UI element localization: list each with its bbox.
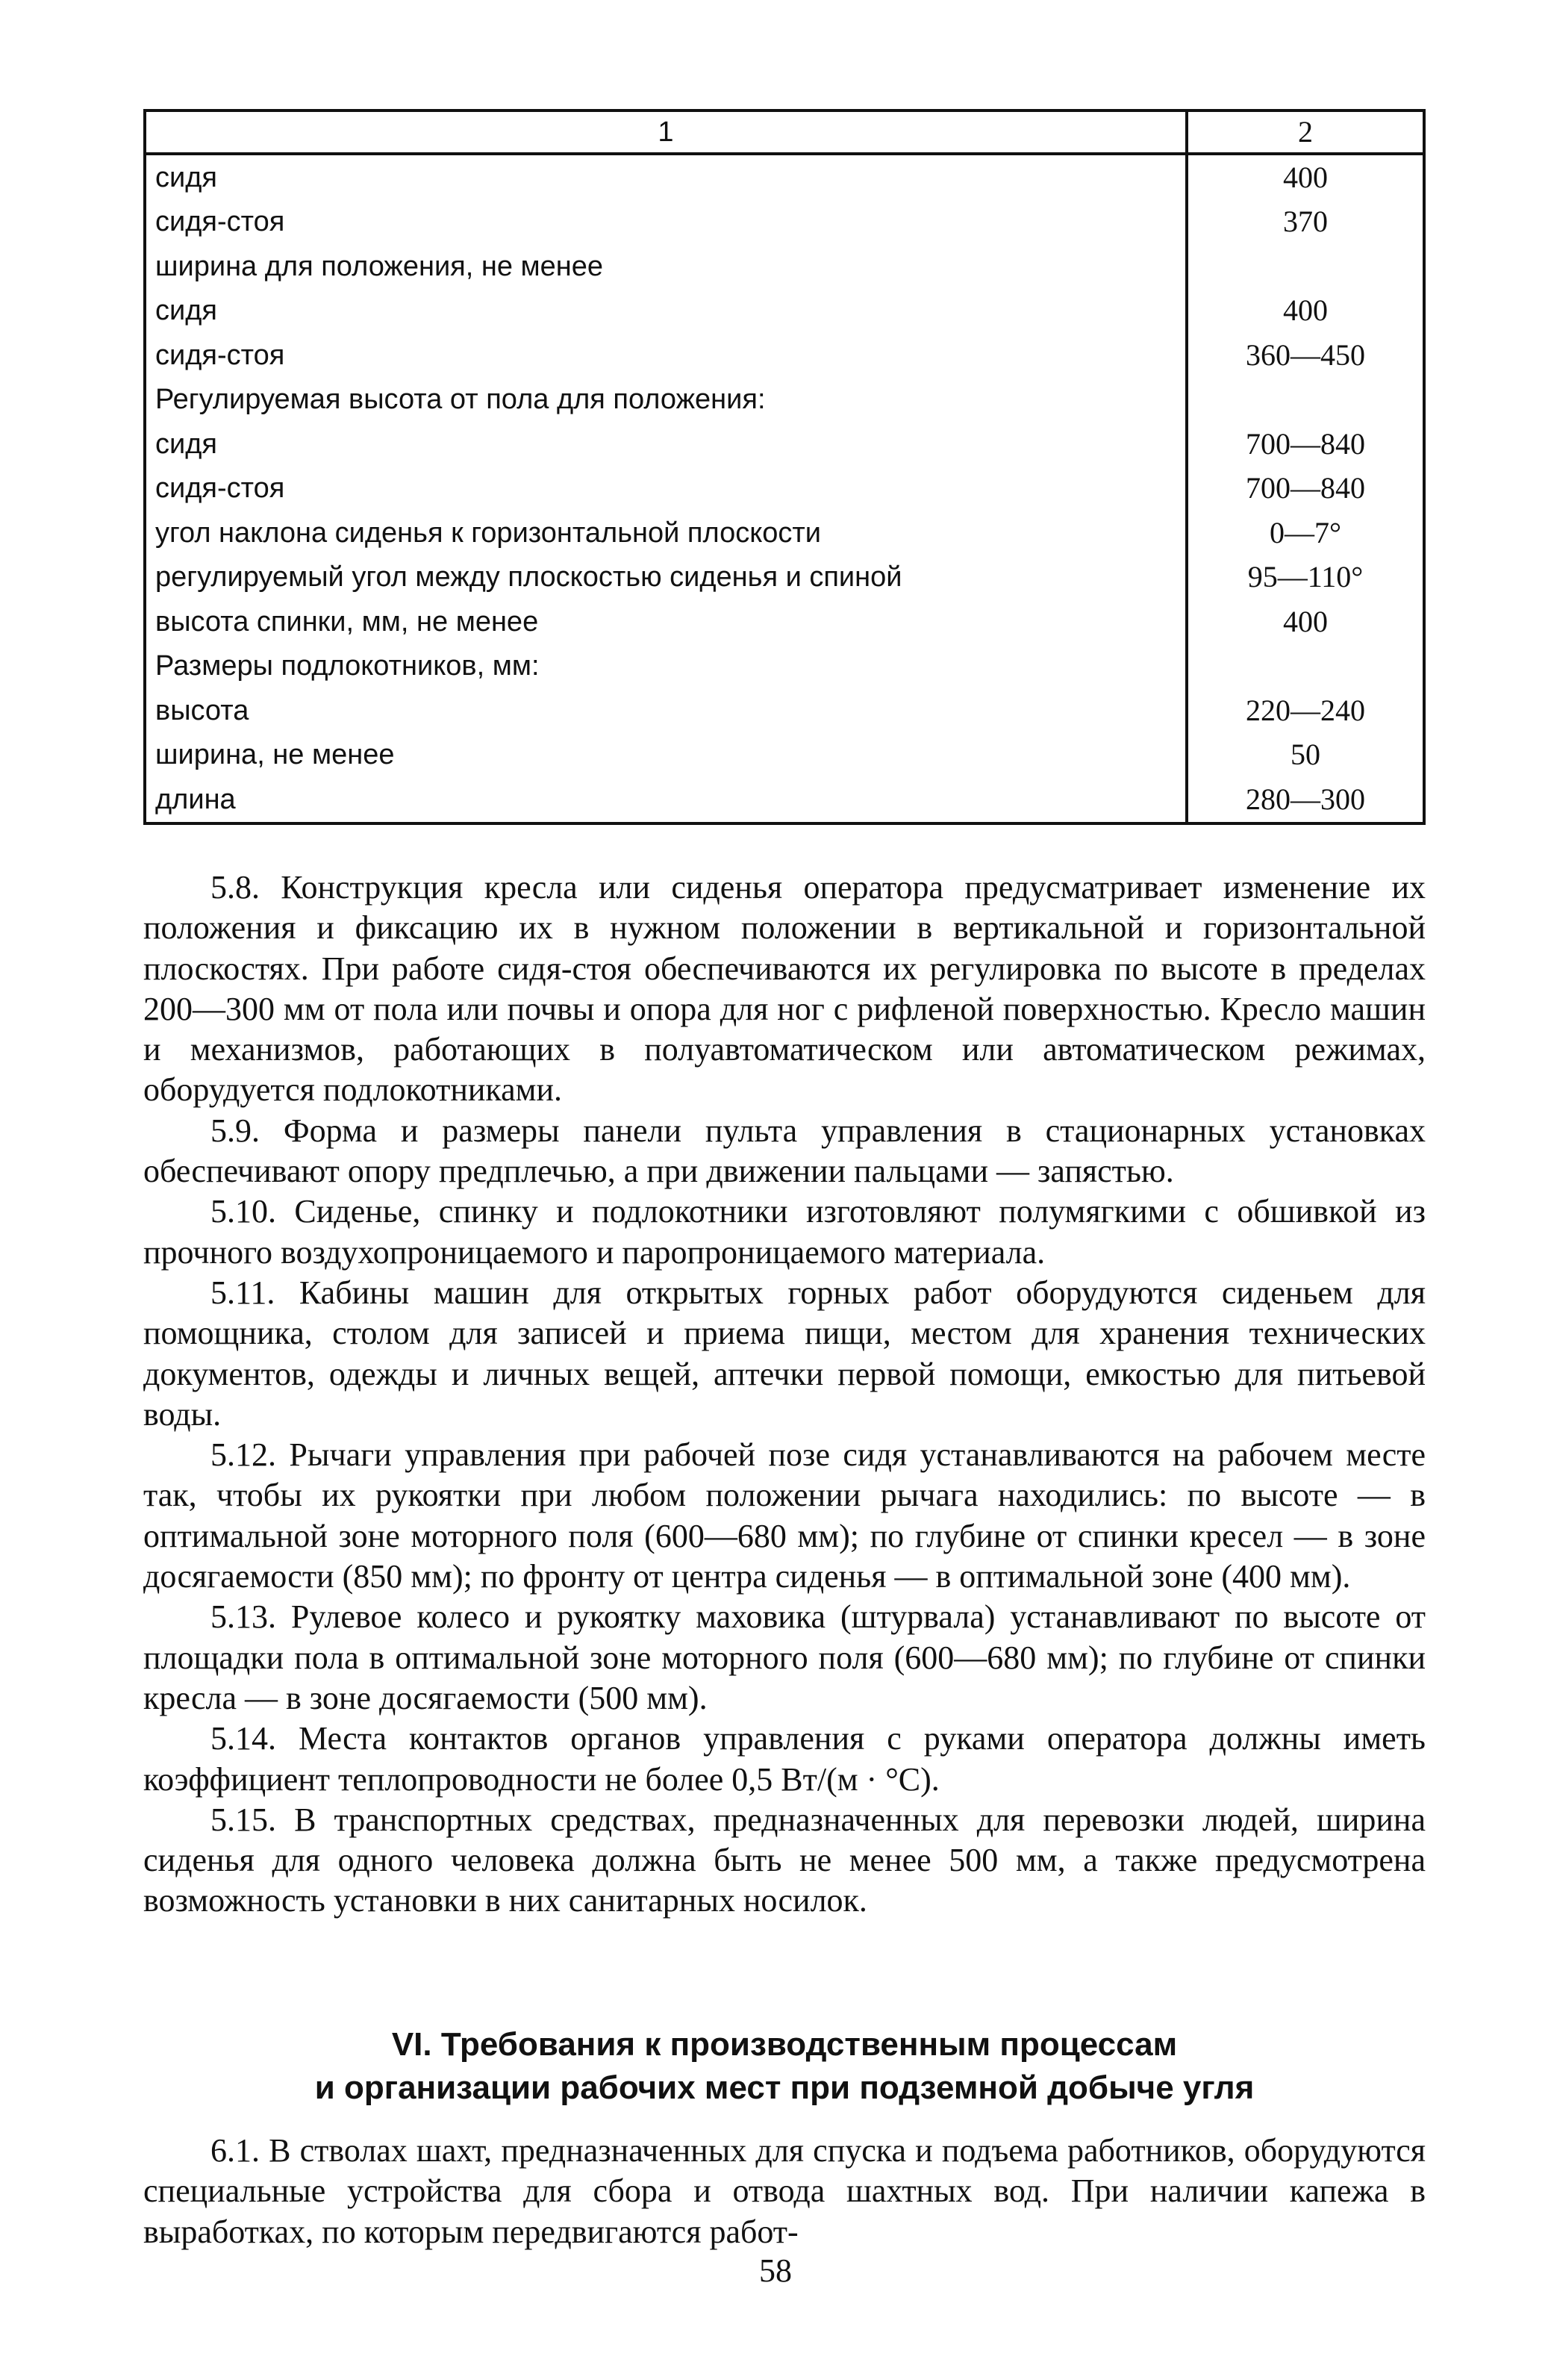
parameter-name: высота (145, 688, 1187, 733)
parameter-name: ширина для положения, не менее (145, 244, 1187, 289)
section-heading-line-1: VI. Требования к производственным процессам (391, 2026, 1178, 2063)
main-text (143, 867, 1426, 1922)
section-text (143, 2131, 1426, 2252)
table-row (145, 378, 1424, 423)
table-row (145, 333, 1424, 378)
paragraph-5-9: 5.9. Форма и размеры панели пульта управления в стационарных установках обеспечивают опору предплечью, а при движении пальцами — запястью. (143, 1112, 1426, 1190)
column-header-1: 1 (145, 110, 1187, 154)
paragraph-6-1: 6.1. В стволах шахт, предназначенных для спуска и подъема работников, оборудуются специальные устройства для сбора и отвода шахтных вод. При наличии капежа в выработках, по которым передвигаются работ- (143, 2132, 1426, 2250)
table-row (145, 599, 1424, 644)
table-row (145, 467, 1424, 511)
parameter-value: 360—450 (1246, 337, 1365, 372)
parameter-name: угол наклона сиденья к горизонтальной плоскости (145, 511, 1187, 555)
parameter-value: 400 (1283, 604, 1328, 638)
table-row (145, 644, 1424, 689)
parameter-name: регулируемый угол между плоскостью сиденья и спиной (145, 555, 1187, 600)
parameter-name: сидя (145, 154, 1187, 200)
parameter-name: сидя-стоя (145, 200, 1187, 245)
table-row (145, 289, 1424, 334)
parameter-value: 95—110° (1247, 560, 1364, 594)
parameter-value: 0—7° (1270, 515, 1341, 549)
parameter-name: Размеры подлокотников, мм: (145, 644, 1187, 689)
section-heading-line-2: и организации рабочих мест при подземной добыче угля (314, 2069, 1255, 2106)
table-row (145, 244, 1424, 289)
paragraph-5-15: 5.15. В транспортных средствах, предназначенных для перевозки людей, ширина сиденья для одного человека должна быть не менее 500 мм, а также предусмотрена возможность установки в них санитарных носилок. (143, 1801, 1426, 1919)
parameter-name: сидя-стоя (145, 467, 1187, 511)
paragraph-5-8: 5.8. Конструкция кресла или сиденья оператора предусматривает изменение их положения и фиксацию их в нужном положении в вертикальной и горизонтальной плоскостях. При работе сидя-стоя обеспечиваются их регулировка по высоте в пределах 200—300 мм от пола или почвы и опора для ног с рифленой поверхностью. Кресло машин и механизмов, работающих в полуавтоматическом или автоматическом режимах, оборудуется подлокотниками. (143, 869, 1426, 1109)
table-row (145, 555, 1424, 600)
parameter-value: 400 (1283, 293, 1328, 328)
parameter-name: сидя-стоя (145, 333, 1187, 378)
parameter-value (1187, 244, 1424, 289)
parameter-value: 220—240 (1246, 693, 1365, 727)
table-header-row (145, 110, 1424, 154)
column-header-2: 2 (1187, 110, 1424, 154)
paragraph-5-13: 5.13. Рулевое колесо и рукоятку маховика (штурвала) устанавливают по высоте от площадки пола в оптимальной зоне моторного поля (600—680 мм); по глубине от спинки кресла — в зоне досягаемости (500 мм). (143, 1598, 1426, 1716)
paragraph-5-12: 5.12. Рычаги управления при рабочей позе сидя устанавливаются на рабочем месте так, чтобы их рукоятки при любом положении рычага находились: по высоте — в оптимальной зоне моторного поля (600—680 мм); по глубине от спинки кресел — в зоне досягаемости (850 мм); по фронту от центра сиденья — в оптимальной зоне (400 мм). (143, 1436, 1426, 1595)
section-heading (143, 2023, 1426, 2110)
table-row (145, 154, 1424, 200)
table-row (145, 200, 1424, 245)
parameter-value: 280—300 (1246, 782, 1365, 816)
parameter-value (1187, 378, 1424, 423)
parameter-name: сидя (145, 289, 1187, 334)
paragraph-5-10: 5.10. Сиденье, спинку и подлокотники изготовляют полумягкими с обшивкой из прочного воздухопроницаемого и паропроницаемого материала. (143, 1193, 1426, 1271)
parameter-value: 700—840 (1246, 471, 1365, 505)
parameter-value: 700—840 (1246, 426, 1365, 461)
paragraph-5-14: 5.14. Места контактов органов управления с руками оператора должны иметь коэффициент теплопроводности не более 0,5 Вт/(м · °С). (143, 1720, 1426, 1798)
parameter-value: 400 (1283, 160, 1328, 194)
specification-table (143, 109, 1426, 825)
parameter-name: длина (145, 777, 1187, 823)
table-row (145, 777, 1424, 823)
table-row (145, 511, 1424, 555)
table-row (145, 688, 1424, 733)
parameter-name: высота спинки, мм, не менее (145, 599, 1187, 644)
parameter-name: сидя (145, 422, 1187, 467)
paragraph-5-11: 5.11. Кабины машин для открытых горных работ оборудуются сиденьем для помощника, столом для записей и приема пищи, местом для хранения технических документов, одежды и личных вещей, аптечки первой помощи, емкостью для питьевой воды. (143, 1274, 1426, 1433)
table-row (145, 733, 1424, 778)
parameter-name: Регулируемая высота от пола для положения: (145, 378, 1187, 423)
page-number: 58 (759, 2252, 792, 2289)
table-row (145, 422, 1424, 467)
parameter-name: ширина, не менее (145, 733, 1187, 778)
parameter-value (1187, 644, 1424, 689)
parameter-value: 370 (1283, 205, 1328, 239)
table-body (145, 110, 1424, 823)
parameter-value: 50 (1291, 738, 1320, 772)
